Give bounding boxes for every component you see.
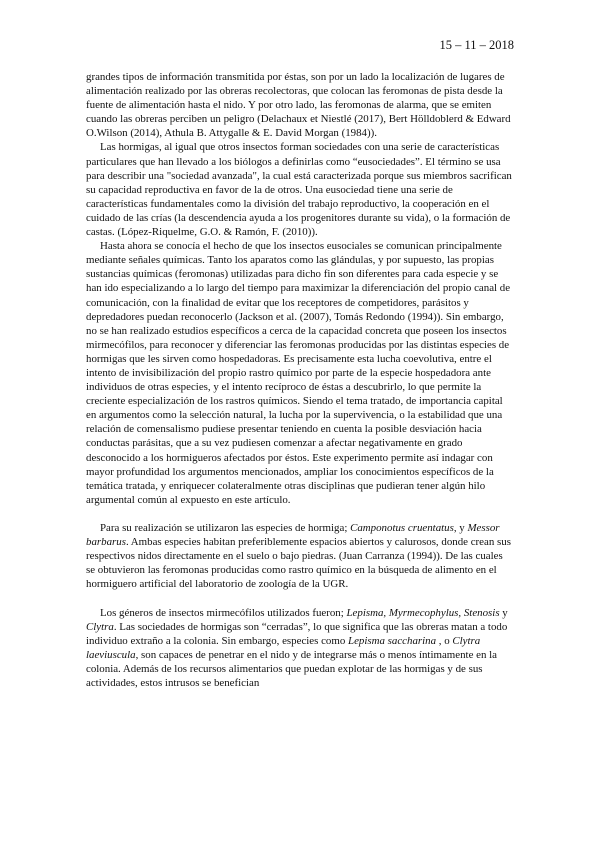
species-messor: Messor barbarus xyxy=(86,522,500,549)
p4-text-c: . Ambas especies habitan preferiblemente espacios abiertos y calurosos, donde crean sus respectivos nidos directamente en el suelo o bajo piedras. (Juan Carranza (1994)). De las cuales se obtuvieron las feromonas producidas como rastro químico en la búsqueda de alimento en el hormiguero artificial del laboratorio de zoología de la UGR. xyxy=(86,536,511,591)
p4-text-a: Para su realización se utilizaron las especies de hormiga; xyxy=(100,522,351,534)
paragraph-2: Las hormigas, al igual que otros insectos forman sociedades con una serie de características particulares que han llevado a los biólogos a definirlas como “eusociedades”. El término se usa para describir una "sociedad avanzada", la cual está caracterizada porque sus miembros sacrifican su capacidad reproductiva en favor de la de otros. Una eusociedad tiene una serie de características fundamentales como la división del trabajo reproductivo, la cooperación en el cuidado de las crías (la descendencia ayuda a los progenitores durante su vida), o la formación de castas. (López-Riquelme, G.O. & Ramón, F. (2010)). xyxy=(86,141,512,239)
p5-text-a: Los géneros de insectos mirmecófilos utilizados fueron; xyxy=(100,606,347,619)
species-lepisma: Lepisma saccharina xyxy=(348,634,437,647)
document-body xyxy=(86,70,514,690)
p5-text-d: , o xyxy=(436,634,453,647)
paragraph-3: Hasta ahora se conocía el hecho de que los insectos eusociales se comunican principalmente mediante señales químicas. Tanto los aparatos como las glándulas, y por supuesto, las propias sustancias químicas (feromonas) utilizadas para dicho fin son diferentes para cada especie y se han ido especializando a lo largo del tiempo para maximizar la diferenciación del propio canal de comunicación, con la finalidad de evitar que los receptores de competidores, parásitos y depredadores puedan reconocerlo (Jackson et al. (2007), Tomás Redondo (1994)). Sin embargo, no se han realizado estudios específicos a cerca de la capacidad concreta que poseen los insectos mirmecófilos, para reconocer y diferenciar las feromonas producidas por las distintas especies de hormigas que les sirven como hospedadoras. Es precisamente esta lucha coevolutiva, entre el intento de invisibilización del propio rastro químico por parte de la especie hospedadora ante individuos de otras especies, y el intento recíproco de éstas a descubrirlo, lo que permite la creciente especialización de los rastros químicos. Siendo el tema tratado, de importancia capital en argumentos como la selección natural, la lucha por la supervivencia, o la estabilidad que una relación de comensalismo pudiese presentar teniendo en cuenta la posible desviación hacia conductas parásitas, que a su vez pudiesen comenzar a afectar negativamente en grado desconocido a los hormigueros afectados por éstos. Este experimento permite así indagar con mayor profundidad los argumentos mencionados, ampliar los conocimientos específicos de la temática tratada, y enriquecer colateralmente otras disciplinas que pudieran tener algún hilo argumental común al expuesto en este artículo. xyxy=(86,240,511,506)
genera-list: Lepisma, Myrmecophylus, Stenosis xyxy=(346,606,500,619)
genus-clytra: Clytra xyxy=(86,620,114,633)
p5-text-c: . Las sociedades de hormigas son “cerradas”, lo que significa que las obreras matan a todo individuo extraño a la colonia. Sin embargo, especies como xyxy=(86,620,508,647)
page-date: 15 – 11 – 2018 xyxy=(439,38,514,52)
species-camponotus: Camponotus cruentatus xyxy=(350,522,454,534)
paragraph-1: grandes tipos de información transmitida por éstas, son por un lado la localización de lugares de alimentación realizado por las obreras recolectoras, que colocan las feromonas de pista desde la fuente de alimentación hasta el nido. Y por otro lado, las feromonas de alarma, que se emiten cuando las obreras perciben un peligro (Delachaux et Niestlé (2017), Bert Hölldoblerd & Edward O.Wilson (2014), Athula B. Attygalle & E. David Morgan (1984)). xyxy=(86,71,511,140)
paragraph-5 xyxy=(86,606,514,691)
paragraph-4 xyxy=(86,521,514,591)
p5-text-b: y xyxy=(499,606,508,619)
p5-text-e: , son capaces de penetrar en el nido y de integrarse más o menos íntimamente en la colonia. Además de los recursos alimentarios que puedan explotar de las hormigas y de sus actividades, estos intrusos se benefician xyxy=(86,648,497,690)
p4-text-b: , y xyxy=(453,522,468,534)
species-clytra: Clytra laeviuscula xyxy=(86,634,481,661)
